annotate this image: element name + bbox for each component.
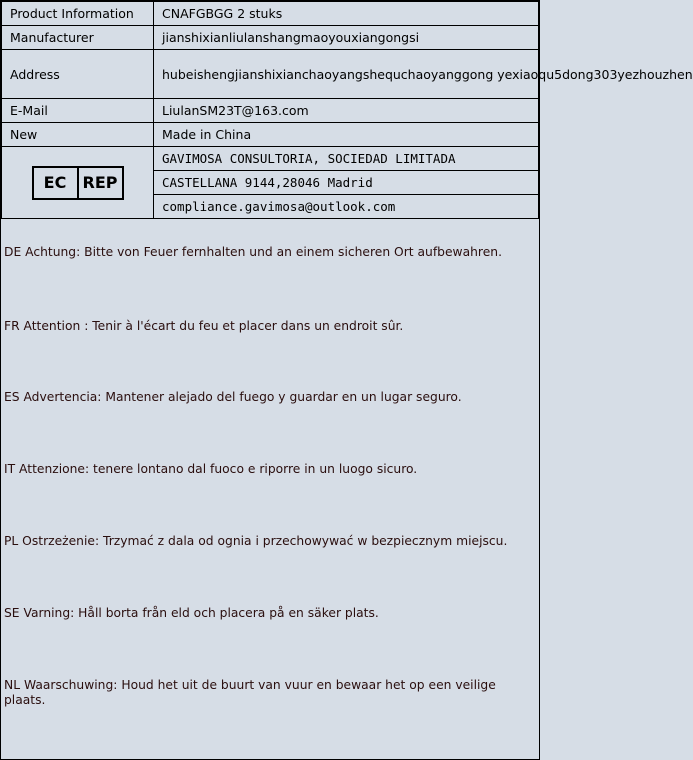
email-value: LiulanSM23T@163.com bbox=[154, 99, 539, 123]
table-row bbox=[2, 50, 539, 99]
warning-pl: PL Ostrzeżenie: Trzymać z dala od ognia i przechowywać w bezpiecznym miejscu. bbox=[4, 534, 508, 548]
ec-rep-symbol bbox=[32, 166, 124, 200]
product-info-table bbox=[1, 1, 693, 219]
rep-label: REP bbox=[82, 173, 118, 192]
table-row bbox=[2, 26, 539, 50]
table-row bbox=[2, 99, 539, 123]
product-information-label: Product Information bbox=[2, 2, 154, 26]
address-label: Address bbox=[2, 50, 154, 99]
email-label: E-Mail bbox=[2, 99, 154, 123]
warning-de: DE Achtung: Bitte von Feuer fernhalten und an einem sicheren Ort aufbewahren. bbox=[4, 245, 502, 259]
warning-se: SE Varning: Håll borta från eld och placera på en säker plats. bbox=[4, 606, 379, 620]
product-information-value: CNAFGBGG 2 stuks bbox=[154, 2, 539, 26]
warning-it: IT Attenzione: tenere lontano dal fuoco e riporre in un luogo sicuro. bbox=[4, 462, 418, 476]
table-row bbox=[2, 2, 539, 26]
table-row bbox=[2, 147, 539, 171]
new-label: New bbox=[2, 123, 154, 147]
manufacturer-label: Manufacturer bbox=[2, 26, 154, 50]
new-value: Made in China bbox=[154, 123, 539, 147]
warning-fr: FR Attention : Tenir à l'écart du feu et placer dans un endroit sûr. bbox=[4, 319, 404, 333]
warning-nl: NL Waarschuwing: Houd het uit de buurt van vuur en bewaar het op een veilige plaats. bbox=[4, 678, 496, 707]
ec-rep-cell bbox=[2, 147, 154, 219]
ec-rep-email: compliance.gavimosa@outlook.com bbox=[154, 195, 539, 219]
warning-es: ES Advertencia: Mantener alejado del fuego y guardar en un lugar seguro. bbox=[4, 390, 462, 404]
address-value: hubeishengjianshixianchaoyangshequchaoyanggong yexiaoqu5dong303yezhouzhen bbox=[154, 50, 539, 99]
ec-rep-address: CASTELLANA 9144,28046 Madrid bbox=[154, 171, 539, 195]
ec-rep-company: GAVIMOSA CONSULTORIA, SOCIEDAD LIMITADA bbox=[154, 147, 539, 171]
ec-label: EC bbox=[34, 168, 79, 198]
table-row bbox=[2, 123, 539, 147]
manufacturer-value: jianshixianliulanshangmaoyouxiangongsi bbox=[154, 26, 539, 50]
